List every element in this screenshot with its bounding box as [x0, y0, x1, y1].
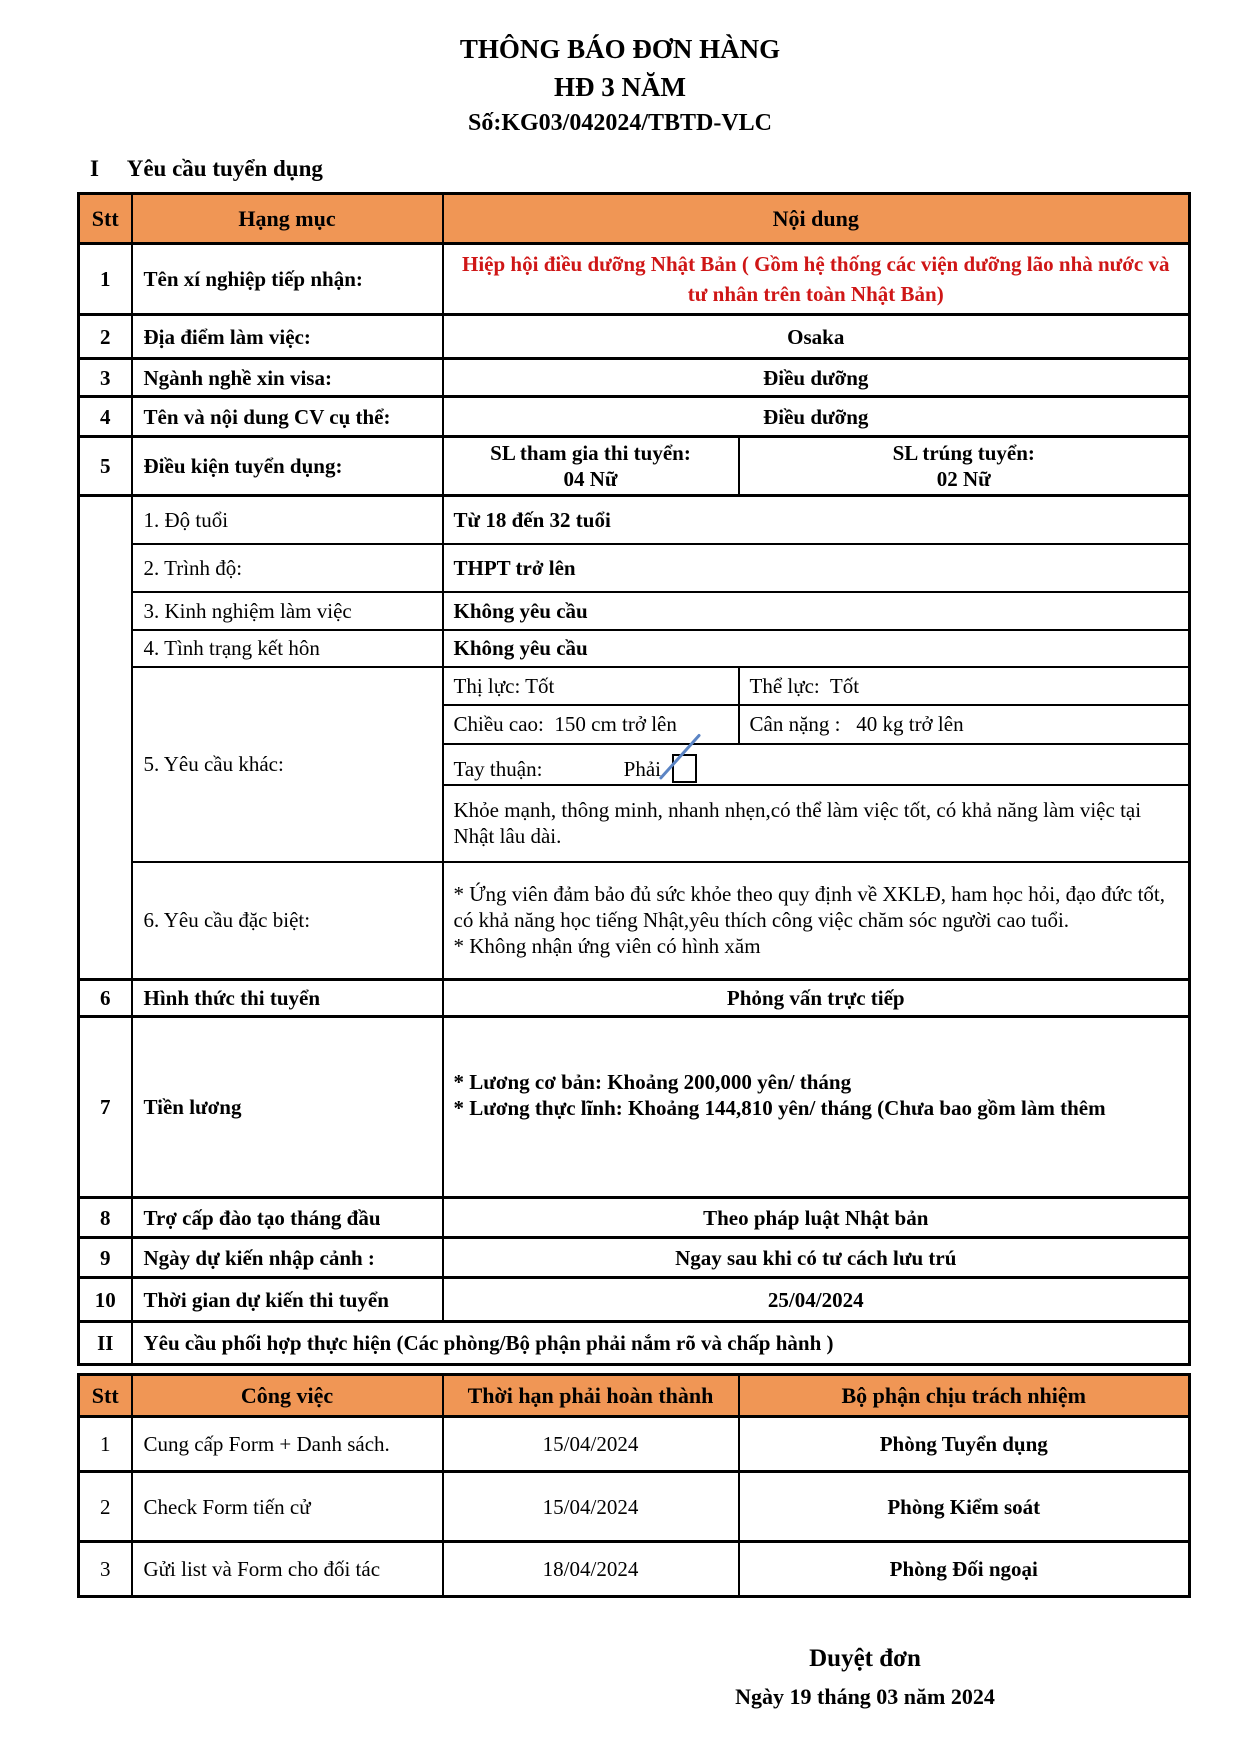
dominant-hand-cell	[443, 744, 1190, 785]
section-1-heading	[90, 156, 1240, 182]
table-gap	[0, 1366, 1240, 1373]
task3-department: Phòng Đối ngoại	[739, 1542, 1190, 1597]
table1-header-content: Nội dung	[443, 194, 1190, 244]
row3-number: 3	[79, 359, 132, 397]
table-row	[79, 359, 1190, 397]
row4-label: Tên và nội dung CV cụ thể:	[132, 397, 443, 437]
work-location-value: Osaka	[443, 315, 1190, 359]
row6-label: Hình thức thi tuyển	[132, 980, 443, 1017]
table-row	[79, 544, 1190, 592]
coordination-tasks-table	[77, 1373, 1191, 1598]
row2-number: 2	[79, 315, 132, 359]
table-row	[79, 1417, 1190, 1472]
table-row	[79, 1278, 1190, 1322]
row1-number: 1	[79, 244, 132, 315]
approval-title: Duyệt đơn	[809, 1645, 921, 1672]
table-row	[79, 630, 1190, 667]
table-row	[79, 437, 1190, 496]
net-salary-line: * Lương thực lĩnh: Khoảng 144,810 yên/ tháng (Chưa bao gồm làm thêm	[453, 1096, 1106, 1120]
recruitment-requirements-table	[77, 192, 1191, 1366]
task1-number: 1	[79, 1417, 132, 1472]
table-row	[79, 397, 1190, 437]
receiving-company-value: Hiệp hội điều dưỡng Nhật Bản ( Gồm hệ thống các viện dưỡng lão nhà nước và tư nhân trên toàn Nhật Bản)	[443, 244, 1190, 315]
age-label: 1. Độ tuổi	[132, 496, 443, 544]
education-label: 2. Trình độ:	[132, 544, 443, 592]
entry-date-value: Ngay sau khi có tư cách lưu trú	[443, 1238, 1190, 1278]
row2-label: Địa điểm làm việc:	[132, 315, 443, 359]
row1-label: Tên xí nghiệp tiếp nhận:	[132, 244, 443, 315]
exam-date-value: 25/04/2024	[443, 1278, 1190, 1322]
special-requirements-value	[443, 862, 1190, 980]
task1-name: Cung cấp Form + Danh sách.	[132, 1417, 443, 1472]
exam-count-caption: SL tham gia thi tuyển:	[490, 441, 691, 465]
table-row	[79, 244, 1190, 315]
table-row	[79, 592, 1190, 630]
candidates-exam-count	[443, 437, 739, 496]
table-row	[79, 315, 1190, 359]
marital-status-label: 4. Tình trạng kết hôn	[132, 630, 443, 667]
table-row	[79, 667, 1190, 705]
table2-header-task: Công việc	[132, 1375, 443, 1417]
table-row	[79, 1017, 1190, 1198]
task2-department: Phòng Kiểm soát	[739, 1472, 1190, 1542]
special-requirements-label: 6. Yêu cầu đặc biệt:	[132, 862, 443, 980]
section-1-title: Yêu cầu tuyển dụng	[126, 156, 323, 181]
document-title-block	[0, 0, 1240, 140]
row6-number: 6	[79, 980, 132, 1017]
table2-header-row	[79, 1375, 1190, 1417]
section-2-numeral: II	[79, 1322, 132, 1365]
table-row	[79, 1198, 1190, 1238]
salary-value	[443, 1017, 1190, 1198]
section-1-numeral: I	[90, 156, 99, 181]
conditions-spacer-cell	[79, 496, 132, 980]
health-requirement-value: Khỏe mạnh, thông minh, nhanh nhẹn,có thể làm việc tốt, có khả năng làm việc tại Nhật lâu dài.	[443, 785, 1190, 862]
pass-count-caption: SL trúng tuyển:	[892, 441, 1035, 465]
education-value: THPT trở lên	[443, 544, 1190, 592]
task2-name: Check Form tiến cử	[132, 1472, 443, 1542]
age-value: Từ 18 đến 32 tuổi	[443, 496, 1190, 544]
table1-header-item: Hạng mục	[132, 194, 443, 244]
row9-number: 9	[79, 1238, 132, 1278]
row7-number: 7	[79, 1017, 132, 1198]
dominant-hand-label: Tay thuận:	[453, 756, 543, 781]
table-row	[79, 1472, 1190, 1542]
base-salary-line: * Lương cơ bản: Khoảng 200,000 yên/ tháng	[453, 1070, 852, 1094]
other-requirements-label: 5. Yêu cầu khác:	[132, 667, 443, 862]
experience-label: 3. Kinh nghiệm làm việc	[132, 592, 443, 630]
row7-label: Tiền lương	[132, 1017, 443, 1198]
exam-format-value: Phỏng vấn trực tiếp	[443, 980, 1190, 1017]
table2-header-dept: Bộ phận chịu trách nhiệm	[739, 1375, 1190, 1417]
special-requirement-2: * Không nhận ứng viên có hình xăm	[453, 934, 761, 959]
candidates-pass-count	[739, 437, 1190, 496]
approval-block	[700, 1642, 1030, 1712]
table2-header-deadline: Thời hạn phải hoàn thành	[443, 1375, 739, 1417]
row5-label: Điều kiện tuyển dụng:	[132, 437, 443, 496]
weight-value: Cân nặng : 40 kg trở lên	[739, 705, 1190, 744]
task2-deadline: 15/04/2024	[443, 1472, 739, 1542]
special-requirement-1: * Ứng viên đảm bảo đủ sức khỏe theo quy định về XKLĐ, ham học hỏi, đạo đức tốt, có khả năng học tiếng Nhật,yêu thích công việc chăm sóc người cao tuổi.	[453, 882, 1166, 933]
table-row	[79, 1238, 1190, 1278]
exam-count-value: 04 Nữ	[563, 467, 618, 491]
experience-value: Không yêu cầu	[443, 592, 1190, 630]
table2-header-stt: Stt	[79, 1375, 132, 1417]
row10-number: 10	[79, 1278, 132, 1322]
table1-header-stt: Stt	[79, 194, 132, 244]
task3-deadline: 18/04/2024	[443, 1542, 739, 1597]
section-2-title: Yêu cầu phối hợp thực hiện (Các phòng/Bộ phận phải nắm rõ và chấp hành )	[132, 1322, 1190, 1365]
contract-duration: HĐ 3 NĂM	[554, 72, 686, 102]
table1-header-row	[79, 194, 1190, 244]
dominant-hand-value: Phải	[623, 756, 662, 781]
right-hand-checkbox[interactable]	[672, 754, 697, 783]
height-value: Chiều cao: 150 cm trở lên	[443, 705, 739, 744]
approval-date: Ngày 19 tháng 03 năm 2024	[735, 1684, 995, 1709]
row8-number: 8	[79, 1198, 132, 1238]
task3-name: Gửi list và Form cho đối tác	[132, 1542, 443, 1597]
row8-label: Trợ cấp đào tạo tháng đầu	[132, 1198, 443, 1238]
task1-deadline: 15/04/2024	[443, 1417, 739, 1472]
row3-label: Ngành nghề xin visa:	[132, 359, 443, 397]
row10-label: Thời gian dự kiến thi tuyển	[132, 1278, 443, 1322]
table-row	[79, 496, 1190, 544]
row4-number: 4	[79, 397, 132, 437]
section-2-row	[79, 1322, 1190, 1365]
marital-status-value: Không yêu cầu	[443, 630, 1190, 667]
document-title: THÔNG BÁO ĐƠN HÀNG	[459, 34, 781, 64]
table-row	[79, 862, 1190, 980]
task3-number: 3	[79, 1542, 132, 1597]
task1-department: Phòng Tuyển dụng	[739, 1417, 1190, 1472]
row5-number: 5	[79, 437, 132, 496]
task2-number: 2	[79, 1472, 132, 1542]
pass-count-value: 02 Nữ	[936, 467, 991, 491]
table-row	[79, 980, 1190, 1017]
training-allowance-value: Theo pháp luật Nhật bản	[443, 1198, 1190, 1238]
row9-label: Ngày dự kiến nhập cảnh :	[132, 1238, 443, 1278]
visa-occupation-value: Điều dưỡng	[443, 359, 1190, 397]
document-number: Số:KG03/042024/TBTD-VLC	[467, 110, 773, 136]
stamina-value: Thể lực: Tốt	[739, 667, 1190, 705]
table-row	[79, 1542, 1190, 1597]
vision-value: Thị lực: Tốt	[443, 667, 739, 705]
cv-content-value: Điều dưỡng	[443, 397, 1190, 437]
